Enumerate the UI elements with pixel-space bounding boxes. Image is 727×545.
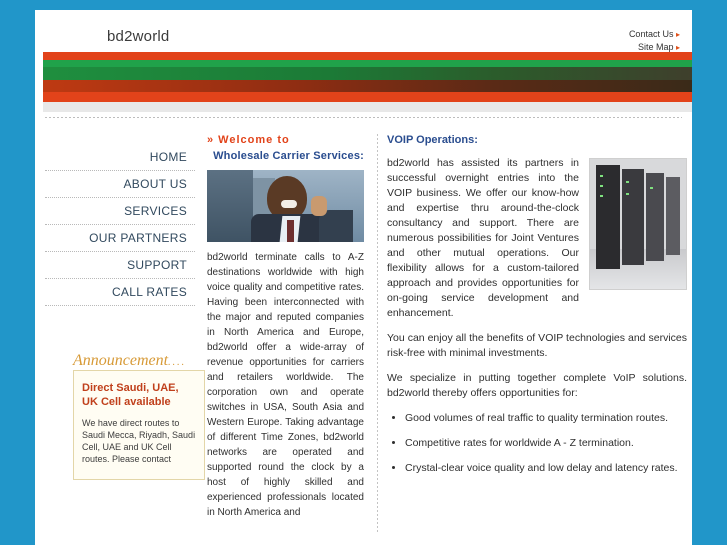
rack-cabinet-2 xyxy=(622,169,644,265)
rack-led xyxy=(600,175,603,177)
sidebar-item-call-rates[interactable] xyxy=(45,279,195,306)
sidebar-item-about-us[interactable] xyxy=(45,171,195,198)
site-map-label: Site Map xyxy=(637,42,674,52)
content-area xyxy=(35,124,692,539)
photo-tie xyxy=(287,220,294,242)
rack-cabinet-4 xyxy=(666,177,680,255)
voip-paragraph-1: bd2world has assisted its partners in successful overnight entries into the VOIP business. We offer our know-how and expertise thru around-the-clock consultancy and support. There are numerous possibilities for Joint Ventures and other mutual operations. Our flexibility allows for a custom-tailored approach and provides opportunities for on-going service development and enhancement. xyxy=(387,157,579,319)
nav-link-call-rates[interactable]: CALL RATES xyxy=(111,285,187,299)
nav-link-services[interactable]: SERVICES xyxy=(124,204,187,218)
page-container xyxy=(35,10,692,545)
voip-paragraph-3: We specialize in putting together complete VoIP solutions. bd2world thereby offers opportunities for: xyxy=(387,372,687,399)
announcement-heading-text: Announcement xyxy=(73,352,169,369)
nav-list xyxy=(45,144,195,306)
chevron-right-icon: ▸ xyxy=(675,43,680,52)
announcement-heading xyxy=(73,352,186,370)
list-item: • Crystal-clear voice quality and low delay and latency rates. xyxy=(405,461,687,476)
site-header xyxy=(35,10,692,52)
announcement-title: Direct Saudi, UAE, UK Cell available xyxy=(82,382,179,408)
dotted-divider xyxy=(35,112,692,124)
nav-link-about-us[interactable]: ABOUT US xyxy=(123,177,187,191)
rack-cabinet-1 xyxy=(596,165,620,269)
announcement-box xyxy=(73,370,205,480)
column-divider xyxy=(377,134,378,534)
banner-graphic xyxy=(35,52,692,112)
banner-band-grey xyxy=(35,102,692,112)
banner-band-red-gradient xyxy=(35,80,692,92)
contact-us-label: Contact Us xyxy=(628,29,674,39)
photo-smile xyxy=(281,200,297,208)
nav-link-support[interactable]: SUPPORT xyxy=(127,258,187,272)
rack-led xyxy=(626,181,629,183)
top-links xyxy=(629,28,680,54)
nav-link-home[interactable]: HOME xyxy=(149,150,187,164)
banner-band-orange-top xyxy=(35,52,692,60)
sidebar-item-services[interactable] xyxy=(45,198,195,225)
rack-cabinet-3 xyxy=(646,173,664,261)
sidebar-nav xyxy=(45,144,195,306)
voip-opportunities-list xyxy=(387,411,687,476)
wholesale-carrier-body: bd2world terminate calls to A-Z destinations worldwide with high voice quality and competitive rates. Having been interconnected with the major and reputed companies in North America and Europe, bd2world offer a wide-array of revenue opportunities for carriers and retailers worldwide. The corporation own and operate switches in USA, South Asia and Western Europe. Taking advantage of different Time Zones, bd2world networks are operated and supported round the clock by a host of highly skilled and experienced professionals located in North America and xyxy=(207,252,364,518)
nav-link-our-partners[interactable]: OUR PARTNERS xyxy=(89,231,187,245)
sidebar-item-our-partners[interactable] xyxy=(45,225,195,252)
site-logo: bd2world xyxy=(107,28,170,45)
rack-led xyxy=(600,195,603,197)
banner-band-orange-bottom xyxy=(35,92,692,102)
smiling-businessman-photo xyxy=(207,170,364,242)
sidebar-item-support[interactable] xyxy=(45,252,195,279)
list-item: • Competitive rates for worldwide A - Z termination. xyxy=(405,436,687,451)
contact-us-link[interactable] xyxy=(629,28,680,41)
wholesale-carrier-title: Wholesale Carrier Services: xyxy=(213,150,364,162)
voip-operations-title: VOIP Operations: xyxy=(387,134,478,146)
banner-band-green xyxy=(35,60,692,67)
rack-led xyxy=(650,187,653,189)
rack-led xyxy=(600,185,603,187)
announcement-heading-dots: .... xyxy=(168,357,187,368)
middle-column xyxy=(207,134,364,520)
server-rack-photo xyxy=(589,158,687,290)
banner-band-green-gradient xyxy=(35,67,692,80)
sidebar-item-home[interactable] xyxy=(45,144,195,171)
rack-led xyxy=(626,193,629,195)
announcement-text: We have direct routes to Saudi Mecca, Riyadh, Saudi Cell, UAE and UK Cell routes. Please contact xyxy=(82,418,196,464)
right-column xyxy=(387,134,687,486)
chevron-right-icon: ▸ xyxy=(675,30,680,39)
voip-paragraph-2: You can enjoy all the benefits of VOIP technologies and services risk-free with minimal investments. xyxy=(387,332,687,359)
photo-hand xyxy=(311,196,327,216)
banner-left-margin xyxy=(35,52,43,112)
photo-building-left xyxy=(207,170,253,242)
list-item: • Good volumes of real traffic to quality termination routes. xyxy=(405,411,687,426)
welcome-label: » Welcome to xyxy=(207,134,290,146)
